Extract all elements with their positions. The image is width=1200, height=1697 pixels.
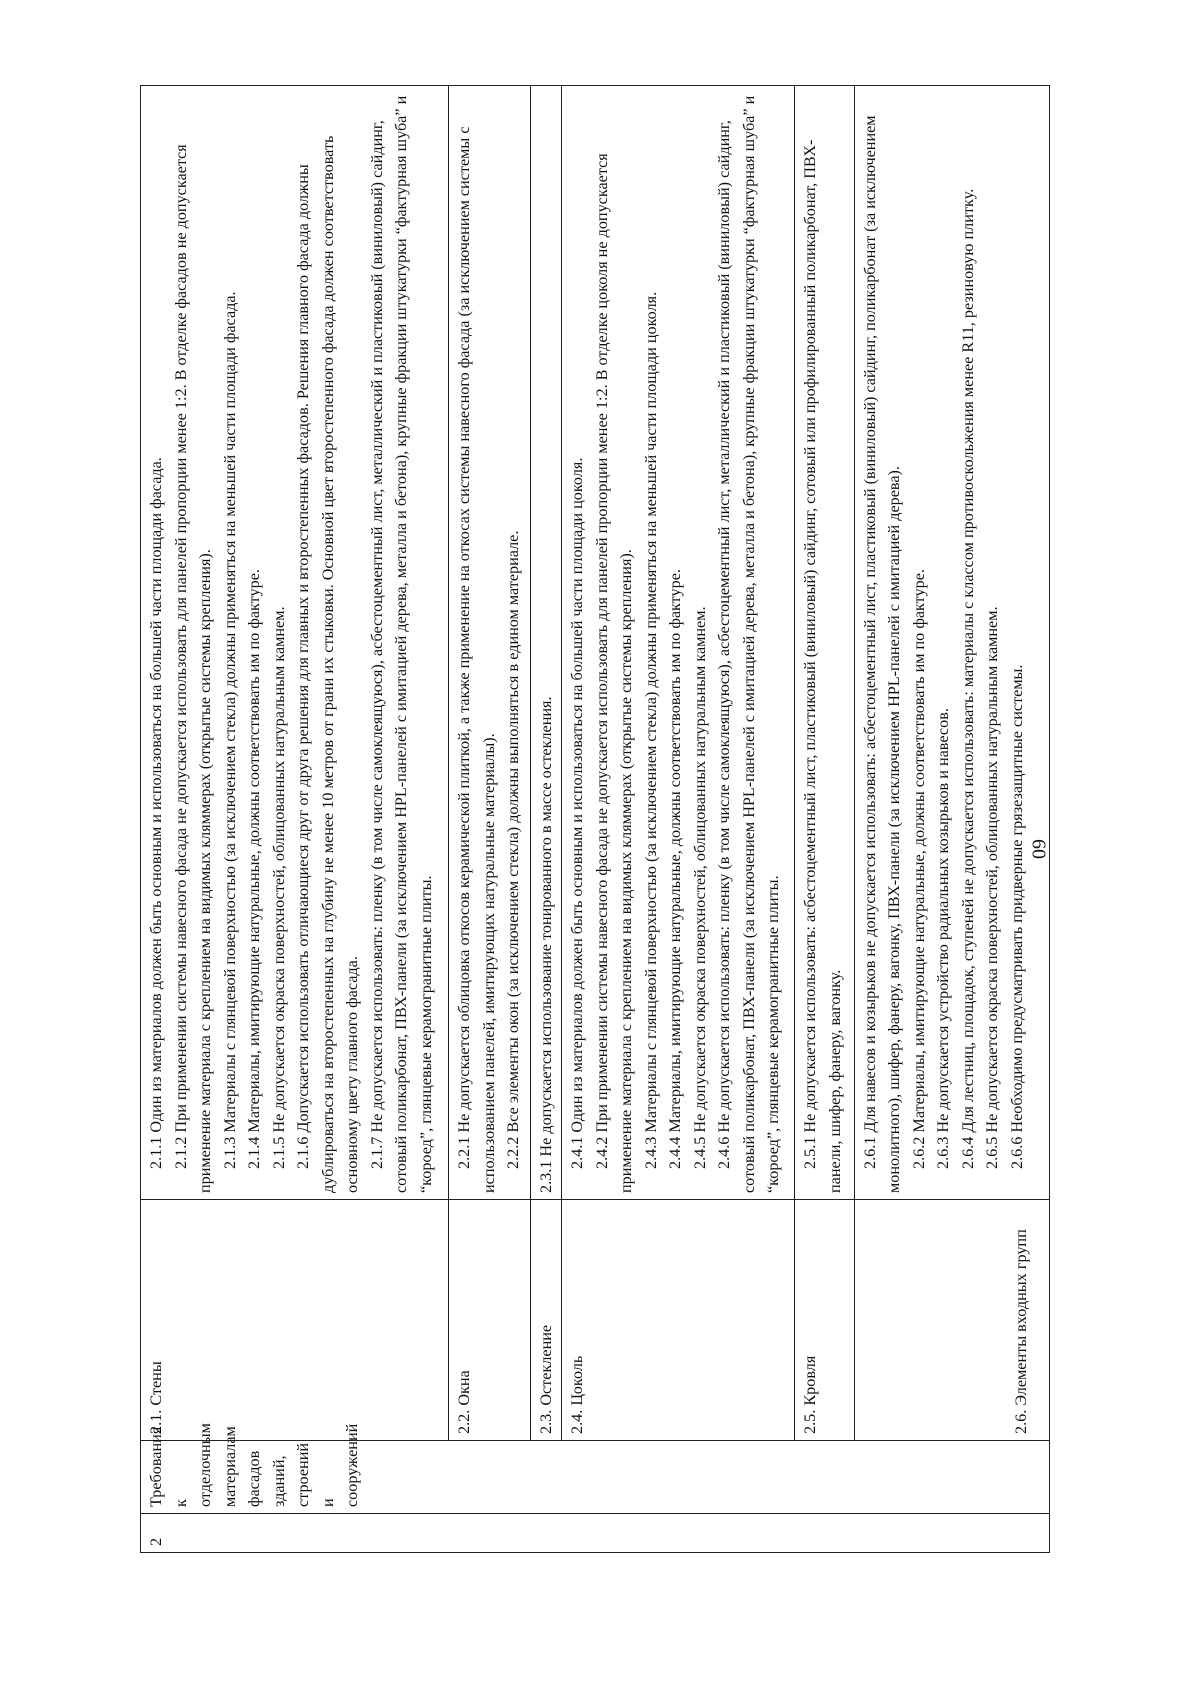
requirements-glazing (530, 86, 561, 1200)
table-row (854, 86, 1049, 1553)
paragraph: 2.6.3 Не допускается устройство радиальных козырьков и навесов. (934, 708, 953, 1169)
paragraph: 2.1.6 Допускается использовать отличающиеся друг от друга решения для главных и второстепенных фасадов. Решения главного фасада должны дублироваться на второстепенных на глубину не менее 10 метров от грани их стыковки. Основной цвет второстепенного фасада должен соответствовать основному цвету главного фасада. (294, 135, 361, 1193)
paragraph: 2.1.7 Не допускается использовать: пленку (в том числе самоклеящуюся), асбестоцементный лист, металлический и пластиковый (виниловый) сайдинг, сотовый поликарбонат, ПВХ-панели (за исключением HPL-панелей с имитацией дерева, металла и бетона), крупные фракции штукатурки “фактурная шуба” и “короед”, глянцевые керамогранитные плиты. (367, 95, 435, 1193)
table-row (530, 86, 561, 1553)
paragraph: 2.6.4 Для лестниц, площадок, ступеней не допускается использовать: материалы с классом противоскольжения менее R11, резиновую плитку. (958, 188, 977, 1169)
paragraph: 2.6.5 Не допускается окраска поверхностей, облицованных натуральным камнем. (983, 606, 1002, 1169)
paragraph: 2.1.1 Один из материалов должен быть основным и использоваться на большей части площади фасада. (147, 457, 165, 1169)
paragraph: 2.3.1 Не допускается использование тонированного в массе остекления. (536, 696, 555, 1193)
paragraph: 2.4.3 Материалы с глянцевой поверхностью (за исключением стекла) должны применяться на меньшей части площади цоколя. (641, 291, 660, 1169)
requirements-entrance-groups (854, 86, 1049, 1200)
table-row (449, 86, 531, 1553)
paragraph: 2.2.2 Все элементы окон (за исключением стекла) должны выполняться в едином материале. (504, 530, 523, 1169)
paragraph: 2.5.1 Не допускается использовать: асбестоцементный лист, пластиковый (виниловый) сайдинг, сотовый или профилированный поликарбонат, ПВХ-панели, шифер, фанеру, вагонку. (801, 139, 844, 1193)
paragraph: 2.1.2 При применении системы навесного фасада не допускается использовать для панелей пропорции менее 1:2. В отделке фасадов не допускается применение материала с креплением на видимых кляммерах (открытые системы крепления). (171, 144, 214, 1193)
table-row (141, 86, 449, 1553)
rotated-page-content (140, 85, 1050, 1553)
paragraph: 2.2.1 Не допускается облицовка откосов керамической плиткой, а также применение на откосах системы навесного фасада (за исключением системы с использованием панелей, имитирующих натуральные материалы). (455, 126, 498, 1193)
paragraph: 2.4.5 Не допускается окраска поверхностей, облицованных натуральным камнем. (690, 606, 709, 1169)
requirements-walls (141, 86, 449, 1200)
paragraph: 2.1.5 Не допускается окраска поверхностей, облицованных натуральным камнем. (269, 606, 288, 1169)
subsection-entrance-groups: 2.6. Элементы входных групп (854, 1200, 1049, 1441)
paragraph: 2.1.4 Материалы, имитирующие натуральные, должны соответствовать им по фактуре. (245, 569, 263, 1169)
paragraph: 2.4.2 При применении системы навесного фасада не допускается использовать для панелей пропорции менее 1:2. В отделке цоколя не допускается применение материала с креплением на видимых кляммерах (открытые системы крепления). (592, 153, 636, 1193)
section-title-cell: Требования к отделочным материалам фасадов зданий, строений и сооружений (141, 1441, 1050, 1514)
subsection-walls: 2.1. Стены (141, 1200, 449, 1441)
subsection-windows: 2.2. Окна (449, 1200, 531, 1441)
requirements-plinth (562, 86, 795, 1200)
requirements-windows (449, 86, 531, 1200)
subsection-roof: 2.5. Кровля (795, 1200, 855, 1441)
requirements-table (140, 85, 1050, 1553)
paragraph: 2.4.1 Один из материалов должен быть основным и использоваться на большей части площади цоколя. (568, 457, 587, 1169)
subsection-glazing: 2.3. Остекление (530, 1200, 561, 1441)
subsection-plinth: 2.4. Цоколь (562, 1200, 795, 1441)
table-row (795, 86, 855, 1553)
page-number: 60 (1027, 839, 1050, 859)
paragraph: 2.6.1 Для навесов и козырьков не допускается использовать: асбестоцементный лист, пластиковый (виниловый) сайдинг, поликарбонат (за исключением монолитного), шифер, фанеру, вагонку, ПВХ-панели (за исключением HPL-панелей с имитацией дерева). (860, 115, 904, 1193)
paragraph: 2.6.6 Необходимо предусматривать придверные грязезащитные системы. (1007, 664, 1026, 1169)
paragraph: 2.4.4 Материалы, имитирующие натуральные, должны соответствовать им по фактуре. (666, 569, 685, 1169)
requirements-roof (795, 86, 855, 1200)
row-number-cell: 2 (141, 1514, 1050, 1553)
paragraph: 2.1.3 Материалы с глянцевой поверхностью (за исключением стекла) должны применяться на меньшей части площади фасада. (220, 291, 239, 1169)
paragraph: 2.4.6 Не допускается использовать: пленку (в том числе самоклеящуюся), асбестоцементный лист, металлический и пластиковый (виниловый) сайдинг, сотовый поликарбонат, ПВХ-панели (за исключением HPL-панелей с имитацией дерева, металла и бетона), крупные фракции штукатурки “фактурная шуба” и “короед”, глянцевые керамогранитные плиты. (715, 95, 783, 1193)
paragraph: 2.6.2 Материалы, имитирующие натуральные, должны соответствовать им по фактуре. (909, 569, 928, 1169)
table-row (562, 86, 795, 1553)
